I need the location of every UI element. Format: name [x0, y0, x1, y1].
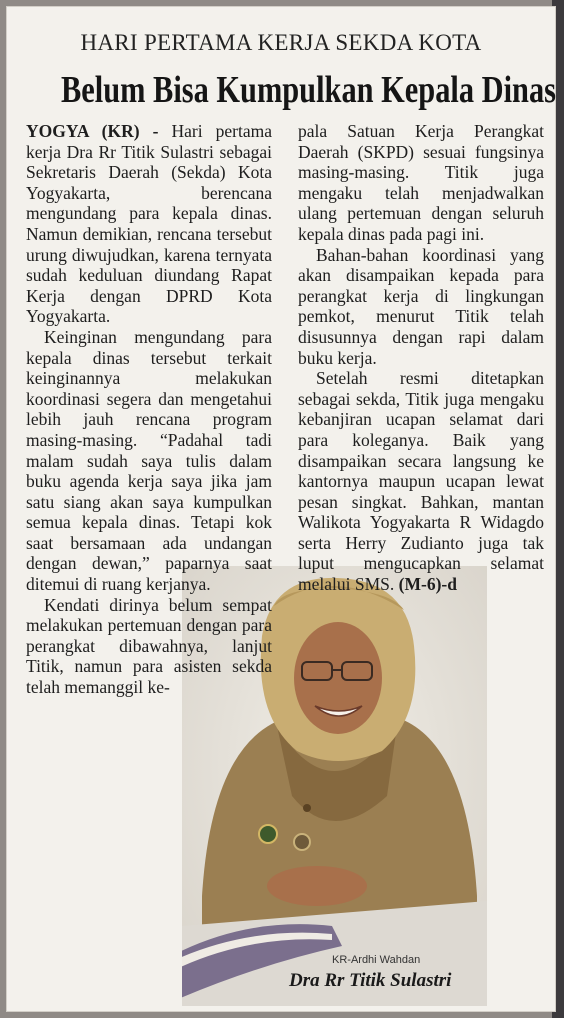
paragraph: pala Satuan Kerja Perangkat Daerah (SKPD) sesuai fungsinya masing-masing. Titik juga mengaku telah menjadwalkan ulang pertemuan dengan seluruh kepala dinas pada pagi ini.: [298, 121, 544, 244]
dateline: YOGYA (KR) -: [26, 121, 159, 141]
paragraph: [26, 121, 272, 327]
signoff: (M-6)-d: [398, 574, 457, 595]
paragraph: Keinginan mengundang para kepala dinas tersebut terkait keinginannya melakukan koordinasi segera dan mengetahui lebih jauh rencana program masing-masing. “Padahal tadi malam sudah saya tulis dalam buku agenda kerja saya jika jam satu siang akan saya kumpulkan semua kepala dinas. Tetapi kok saat bersamaan ada undangan dengan dewan,” paparnya saat ditemui di ruang kerjanya.: [26, 326, 272, 595]
photo-credit: KR-Ardhi Wahdan: [332, 954, 421, 966]
paragraph: Kendati dirinya belum sempat melakukan pertemuan dengan para perangkat dibawahnya, lanjut Titik, namun para asisten sekda telah memanggil ke-: [26, 594, 272, 698]
article-kicker: HARI PERTAMA KERJA SEKDA KOTA: [80, 30, 482, 55]
article-column-right: [298, 121, 544, 595]
article-headline: Belum Bisa Kumpulkan Kepala Dinas: [61, 69, 556, 111]
paragraph: Bahan-bahan koordinasi yang akan disampaikan kepada para perangkat kerja di lingkungan pemkot, menurut Titik telah disusunnya dengan rapi dalam buku kerja.: [298, 244, 544, 368]
article-column-left: [26, 121, 272, 698]
paragraph: [298, 368, 544, 595]
newspaper-clipping: [6, 6, 556, 1012]
paragraph-text: Setelah resmi ditetapkan sebagai sekda, Titik juga mengaku kebanjiran ucapan selamat dari para koleganya. Baik yang disampaikan secara langsung ke kantornya maupun ucapan lewat pesan singkat. Bahkan, mantan Walikota Yogyakarta R Widagdo serta Herry Zudianto juga tak luput mengucapkan selamat melalui SMS.: [298, 368, 544, 595]
photo-caption: Dra Rr Titik Sulastri: [289, 970, 452, 991]
paragraph-text: Hari pertama kerja Dra Rr Titik Sulastri sebagai Sekretaris Daerah (Sekda) Kota Yogyakarta, berencana mengundang para kepala dinas. Namun demikian, rencana tersebut urung diwujudkan, karena ternyata sudah keduluan diundang Rapat Kerja dengan DPRD Kota Yogyakarta.: [26, 121, 272, 327]
